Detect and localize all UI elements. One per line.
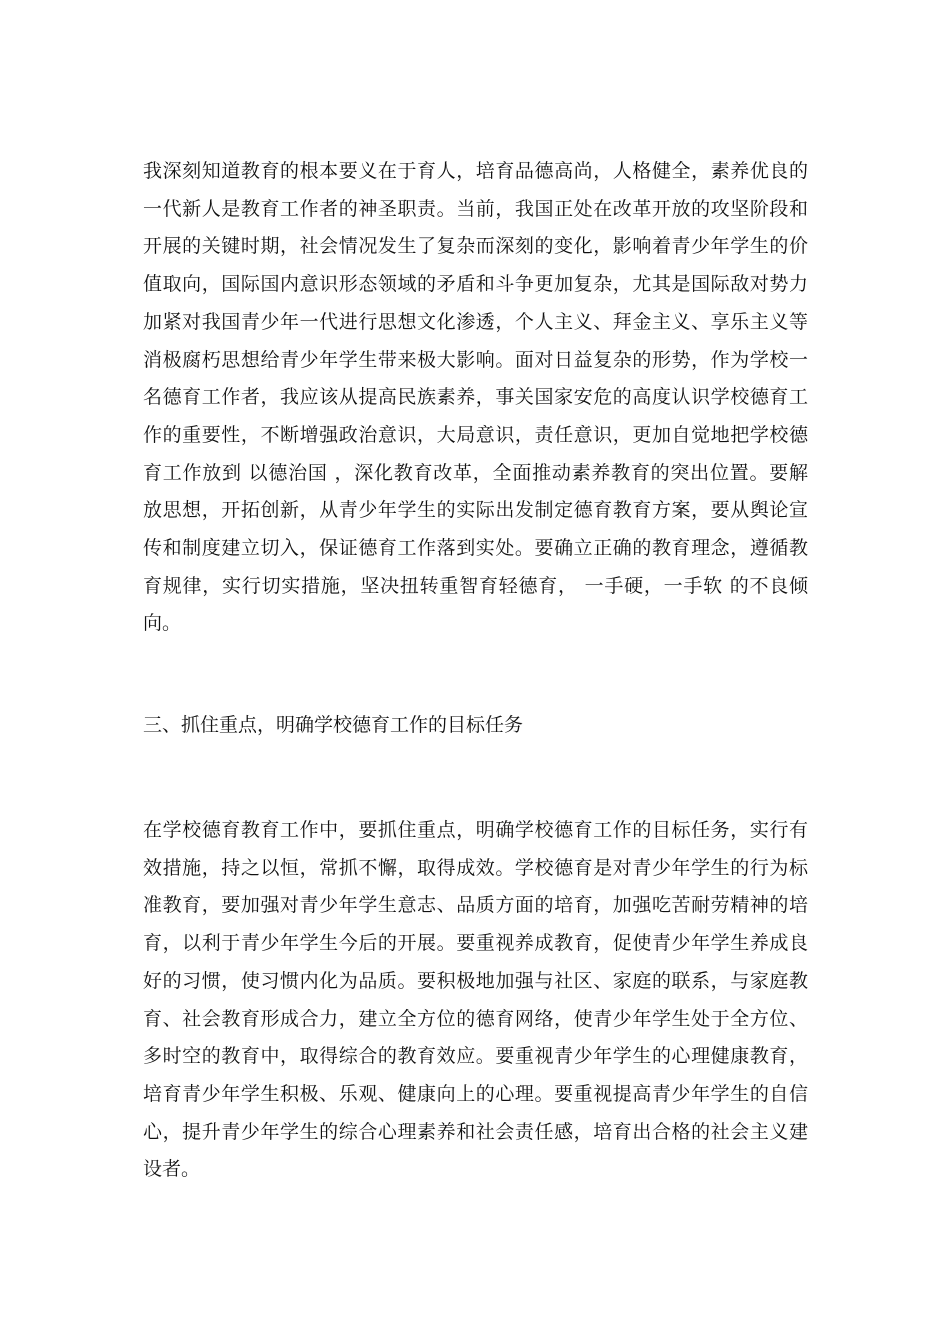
paragraph-line: 育工作放到 以德治国 ，深化教育改革，全面推动素养教育的突出位置。要解 — [143, 461, 808, 484]
body-paragraph-2 — [143, 812, 808, 1189]
paragraph-line: 一代新人是教育工作者的神圣职责。当前，我国正处在改革开放的攻坚阶段和 — [143, 197, 808, 220]
paragraph-line: 育规律，实行切实措施，坚决扭转重智育轻德育， 一手硬，一手软 的不良倾 — [143, 574, 808, 597]
paragraph-line: 在学校德育教育工作中，要抓住重点，明确学校德育工作的目标任务，实行有 — [143, 819, 808, 841]
paragraph-line: 心，提升青少年学生的综合心理素养和社会责任感，培育出合格的社会主义建 — [143, 1120, 808, 1143]
paragraph-line: 准教育，要加强对青少年学生意志、品质方面的培育，加强吃苦耐劳精神的培 — [143, 894, 808, 917]
paragraph-line: 向。 — [143, 612, 182, 635]
section-heading-3 — [143, 707, 808, 745]
paragraph-line: 育、社会教育形成合力，建立全方位的德育网络，使青少年学生处于全方位、 — [143, 1007, 808, 1030]
paragraph-line: 消极腐朽思想给青少年学生带来极大影响。面对日益复杂的形势，作为学校一 — [143, 348, 808, 371]
paragraph-line: 好的习惯，使习惯内化为品质。要积极地加强与社区、家庭的联系，与家庭教 — [143, 969, 808, 992]
paragraph-line: 名德育工作者，我应该从提高民族素养，事关国家安危的高度认识学校德育工 — [143, 386, 808, 409]
paragraph-line: 传和制度建立切入，保证德育工作落到实处。要确立正确的教育理念，遵循教 — [143, 537, 808, 560]
paragraph-line: 加紧对我国青少年一代进行思想文化渗透，个人主义、拜金主义、享乐主义等 — [143, 310, 808, 333]
section-heading-text: 三、抓住重点，明确学校德育工作的目标任务 — [143, 714, 524, 736]
paragraph-line: 设者。 — [143, 1158, 201, 1181]
paragraph-line: 育，以利于青少年学生今后的开展。要重视养成教育，促使青少年学生养成良 — [143, 932, 808, 955]
paragraph-line: 作的重要性，不断增强政治意识，大局意识，责任意识，更加自觉地把学校德 — [143, 423, 808, 446]
paragraph-line: 培育青少年学生积极、乐观、健康向上的心理。要重视提高青少年学生的自信 — [143, 1082, 808, 1105]
paragraph-line: 放思想，开拓创新，从青少年学生的实际出发制定德育教育方案，要从舆论宣 — [143, 499, 808, 522]
paragraph-line: 值取向，国际国内意识形态领域的矛盾和斗争更加复杂，尤其是国际敌对势力 — [143, 273, 808, 296]
paragraph-line: 我深刻知道教育的根本要义在于育人，培育品德高尚，人格健全，素养优良的 — [143, 160, 808, 182]
body-paragraph-1 — [143, 153, 808, 643]
paragraph-line: 多时空的教育中，取得综合的教育效应。要重视青少年学生的心理健康教育， — [143, 1045, 808, 1068]
paragraph-line: 效措施，持之以恒，常抓不懈，取得成效。学校德育是对青少年学生的行为标 — [143, 856, 808, 879]
paragraph-line: 开展的关键时期，社会情况发生了复杂而深刻的变化，影响着青少年学生的价 — [143, 235, 808, 258]
